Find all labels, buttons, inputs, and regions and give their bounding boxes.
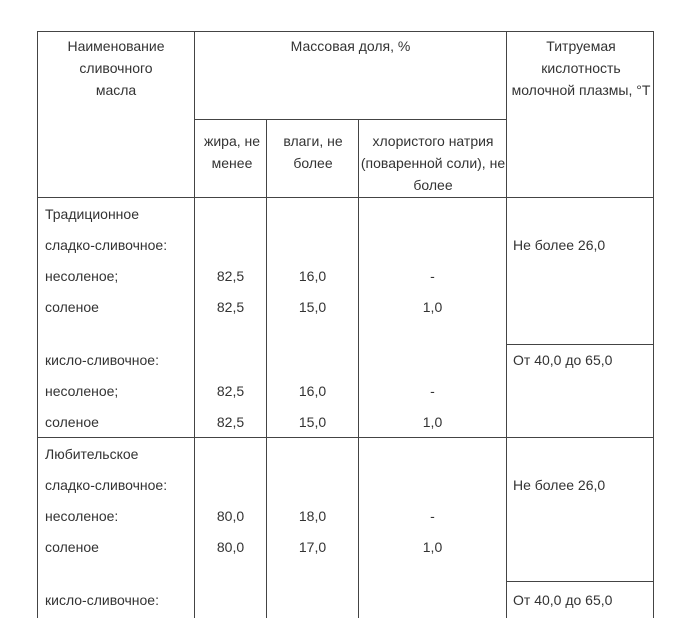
row-fat: 82,5 xyxy=(216,383,245,399)
row-name: несоленое: xyxy=(45,508,119,524)
row-moisture: 15,0 xyxy=(298,414,327,430)
acidity-split-amateur xyxy=(506,581,654,582)
group-label: кисло-сливочное: xyxy=(45,592,159,608)
group-acidity: Не более 26,0 xyxy=(513,237,606,253)
row-name: соленое xyxy=(45,299,99,315)
row-fat: 80,0 xyxy=(216,508,245,524)
section-title: Традиционное xyxy=(45,206,139,222)
section-title: Любительское xyxy=(45,446,139,462)
header-moisture: влаги, не более xyxy=(283,133,343,171)
row-salt: 1,0 xyxy=(422,414,443,430)
header-mass-group: Массовая доля, % xyxy=(290,38,411,54)
row-moisture: 16,0 xyxy=(298,383,327,399)
acidity-split-traditional xyxy=(506,344,654,345)
group-label: сладко-сливочное: xyxy=(45,237,168,253)
row-salt: 1,0 xyxy=(422,539,443,555)
row-name: соленое xyxy=(45,539,99,555)
row-fat: 82,5 xyxy=(216,414,245,430)
group-label: сладко-сливочное: xyxy=(45,477,168,493)
row-fat: 82,5 xyxy=(216,268,245,284)
section-divider xyxy=(37,437,654,438)
row-moisture: 17,0 xyxy=(298,539,327,555)
mass-group-underline xyxy=(194,119,507,120)
header-name-column: Наименование сливочного масла xyxy=(67,38,165,98)
row-name: несоленое; xyxy=(45,268,119,284)
row-salt: - xyxy=(430,268,435,284)
row-name: несоленое; xyxy=(45,383,119,399)
row-moisture: 16,0 xyxy=(298,268,327,284)
group-acidity: От 40,0 до 65,0 xyxy=(513,352,613,368)
table-border-left xyxy=(37,31,38,618)
header-fat: жира, не менее xyxy=(203,133,261,171)
row-salt: 1,0 xyxy=(422,299,443,315)
header-salt: хлористого натрия (поваренной соли), не более xyxy=(360,133,506,193)
group-acidity: Не более 26,0 xyxy=(513,477,606,493)
row-moisture: 15,0 xyxy=(298,299,327,315)
header-bottom-line xyxy=(37,197,654,198)
group-label: кисло-сливочное: xyxy=(45,352,159,368)
row-fat: 80,0 xyxy=(216,539,245,555)
row-fat: 82,5 xyxy=(216,299,245,315)
row-name: соленое xyxy=(45,414,99,430)
row-salt: - xyxy=(430,508,435,524)
header-acidity: Титруемая кислотность молочной плазмы, °Т xyxy=(511,38,651,98)
table-border-top xyxy=(37,31,654,32)
group-acidity: От 40,0 до 65,0 xyxy=(513,592,613,608)
table-border-right xyxy=(653,31,654,618)
row-moisture: 18,0 xyxy=(298,508,327,524)
row-salt: - xyxy=(430,383,435,399)
